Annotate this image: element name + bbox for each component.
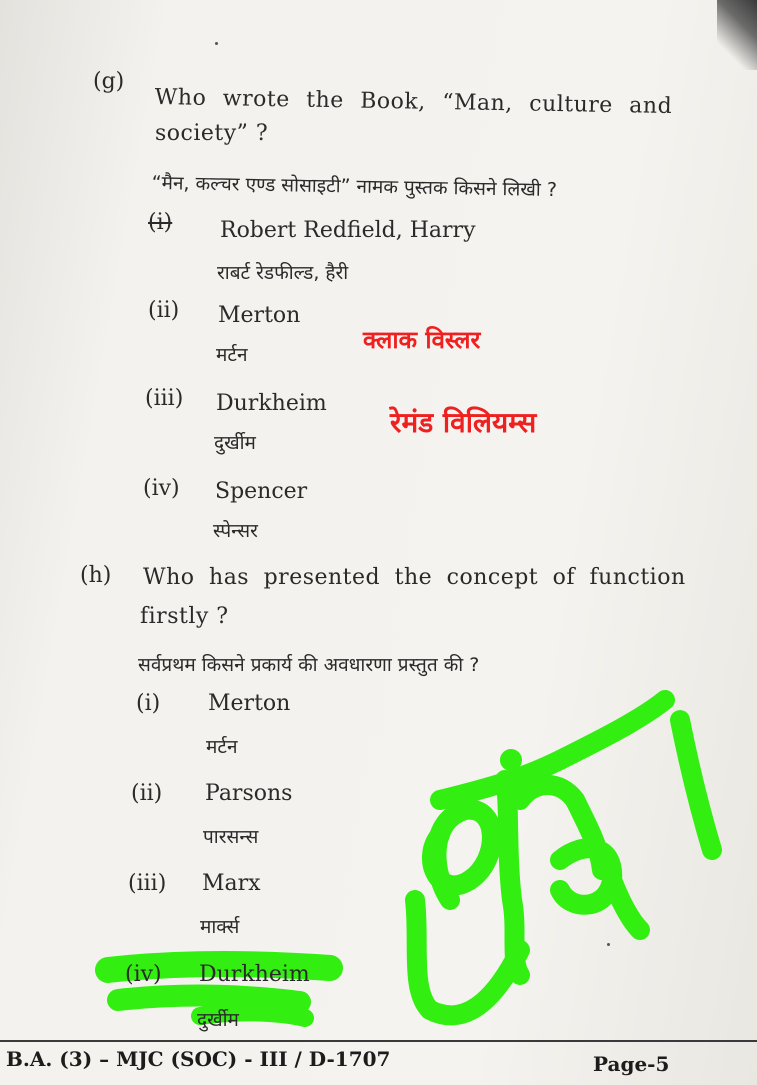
- option-hindi: मर्टन: [206, 736, 238, 758]
- option-hindi: राबर्ट रेडफील्ड, हैरी: [217, 262, 349, 284]
- option-english: Durkheim: [216, 391, 327, 416]
- option-label: (ii): [131, 781, 163, 806]
- option-hindi: मर्टन: [216, 344, 248, 366]
- option-label: (iii): [145, 386, 184, 411]
- option-english: Spencer: [215, 479, 308, 504]
- option-label: (i): [148, 210, 173, 235]
- option-english: Robert Redfield, Harry: [220, 218, 476, 243]
- option-label: (ii): [148, 298, 180, 323]
- question-text-english-cont: firstly ?: [140, 604, 229, 629]
- question-text-hindi: “मैन, कल्चर एण्ड सोसाइटी” नामक पुस्तक किसने लिखी ?: [151, 171, 558, 202]
- red-annotation: क्लाक विस्लर: [363, 326, 481, 354]
- option-label: (iv): [143, 476, 180, 501]
- option-hindi: दुर्खीम: [214, 432, 256, 454]
- red-annotation: रेमंड विलियम्स: [390, 406, 537, 439]
- question-text-english-cont: society” ?: [155, 121, 269, 146]
- option-label: (iv): [125, 962, 162, 987]
- option-label: (iii): [128, 871, 167, 896]
- option-hindi: पारसन्स: [203, 826, 259, 848]
- option-english: Merton: [208, 691, 291, 716]
- question-text-english: Who has presented the concept of function: [143, 565, 686, 590]
- option-hindi: मार्क्स: [200, 916, 240, 938]
- page-number: Page-5: [593, 1052, 670, 1076]
- option-english: Marx: [202, 871, 261, 896]
- question-text-hindi: सर्वप्रथम किसने प्रकार्य की अवधारणा प्रस्तुत की ?: [138, 654, 480, 676]
- option-hindi: दुर्खीम: [197, 1009, 239, 1031]
- footer-rule: [0, 1040, 757, 1042]
- option-english: Durkheim: [199, 962, 310, 987]
- option-label: (i): [136, 691, 161, 716]
- question-label: (h): [80, 563, 112, 588]
- question-label: (g): [93, 69, 125, 94]
- option-english: Parsons: [205, 781, 293, 806]
- question-text-english: Who wrote the Book, “Man, culture and: [154, 85, 673, 120]
- option-hindi: स्पेन्सर: [213, 520, 258, 542]
- footer-code: B.A. (3) – MJC (SOC) - III / D-1707: [6, 1047, 391, 1071]
- option-english: Merton: [218, 303, 301, 328]
